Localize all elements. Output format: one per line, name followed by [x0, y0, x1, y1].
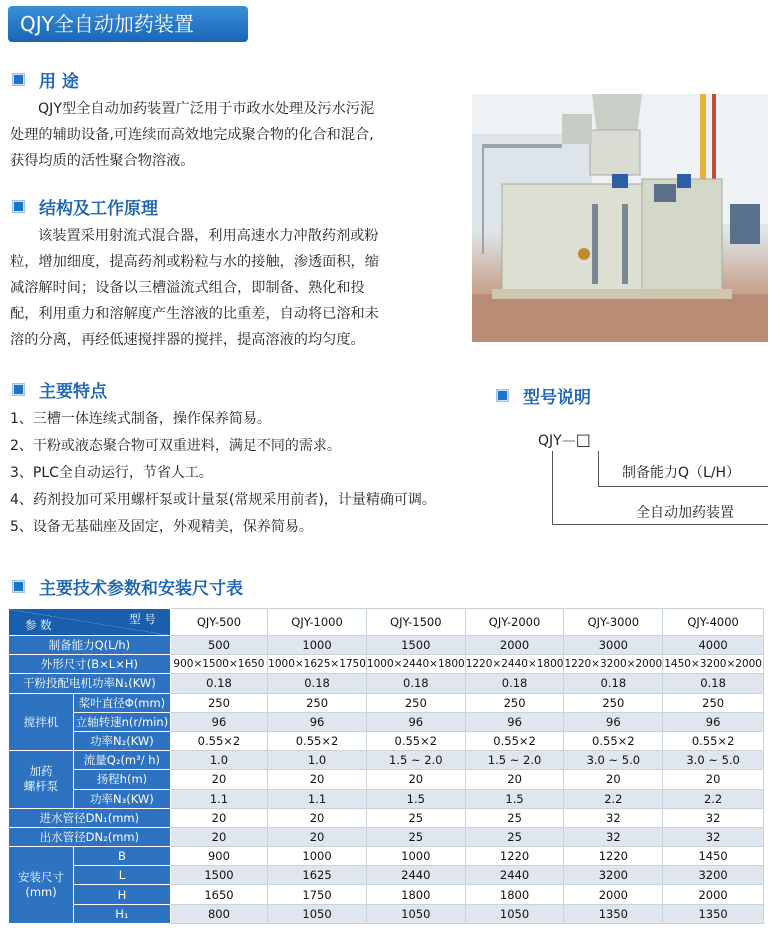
- table-cell: 1.0: [268, 751, 367, 770]
- feature-item-5: 5、设备无基础座及固定，外观精美，保养简易。: [10, 519, 313, 535]
- table-cell: 2000: [663, 885, 764, 904]
- table-row: [9, 847, 764, 866]
- column-header: QJY-500: [170, 609, 267, 636]
- table-cell: 250: [366, 693, 465, 712]
- table-cell: 3000: [564, 636, 663, 655]
- table-cell: 32: [663, 808, 764, 827]
- usage-paragraph: QJY型全自动加药装置广泛用于市政水处理及污水污泥 处理的辅助设备,可连续而高效地完成聚合物的化合和混合, 获得均质的活性聚合物溶液。: [10, 101, 375, 169]
- table-row: [9, 808, 764, 827]
- table-cell: 800: [170, 904, 267, 923]
- column-header: QJY-1000: [268, 609, 367, 636]
- table-cell: 96: [170, 712, 267, 731]
- table-cell: 0.18: [465, 674, 564, 693]
- table-cell: 1220×2440×1800: [465, 655, 564, 674]
- bullet-square-icon: [12, 200, 25, 213]
- table-cell: 1.0: [170, 751, 267, 770]
- table-cell: 1.5: [366, 789, 465, 808]
- table-cell: 20: [465, 770, 564, 789]
- table-cell: 0.18: [268, 674, 367, 693]
- table-cell: 20: [268, 808, 367, 827]
- column-header: QJY-3000: [564, 609, 663, 636]
- spec-table: [8, 608, 764, 924]
- table-cell: 32: [564, 808, 663, 827]
- table-row: [9, 636, 764, 655]
- table-cell: 3.0 ~ 5.0: [564, 751, 663, 770]
- table-cell: 1.1: [170, 789, 267, 808]
- table-cell: 1625: [268, 866, 367, 885]
- table-cell: 0.55×2: [366, 731, 465, 750]
- table-cell: 2000: [465, 636, 564, 655]
- structure-paragraph: 该装置采用射流式混合器，利用高速水力冲散药剂或粉 粒，增加细度，提高药剂或粉粒与水的接触，渗透面积，缩 减溶解时间；设备以三槽溢流式组合，即制备、熟化和投 配，利用重力和溶解度产生溶液的比重差，自动将已溶和未 溶的分离，再经低速搅拌器的搅拌，提高溶液的均匀度。: [10, 228, 379, 348]
- table-cell: 96: [268, 712, 367, 731]
- row-label: H: [74, 885, 171, 904]
- row-label: 制备能力Q(L/h): [9, 636, 171, 655]
- table-cell: 1000: [366, 847, 465, 866]
- table-header-row: [9, 609, 764, 636]
- section-table-heading: 主要技术参数和安装尺寸表: [12, 574, 243, 599]
- table-row: [9, 866, 764, 885]
- table-cell: 25: [366, 808, 465, 827]
- table-row: [9, 693, 764, 712]
- table-cell: 1050: [366, 904, 465, 923]
- table-cell: 20: [170, 808, 267, 827]
- product-photo: [472, 94, 768, 342]
- table-cell: 0.18: [366, 674, 465, 693]
- table-cell: 1050: [268, 904, 367, 923]
- table-cell: 96: [663, 712, 764, 731]
- table-cell: 1.5 ~ 2.0: [366, 751, 465, 770]
- column-header: QJY-4000: [663, 609, 764, 636]
- capacity-label: 制备能力Q（L/H）: [622, 465, 741, 481]
- table-row: [9, 827, 764, 846]
- table-cell: 0.55×2: [663, 731, 764, 750]
- column-header: QJY-2000: [465, 609, 564, 636]
- table-cell: 1350: [564, 904, 663, 923]
- table-cell: 20: [663, 770, 764, 789]
- table-cell: 20: [268, 827, 367, 846]
- row-label: H₁: [74, 904, 171, 923]
- table-cell: 2000: [564, 885, 663, 904]
- row-label: B: [74, 847, 171, 866]
- table-row: [9, 885, 764, 904]
- bullet-square-icon: [12, 383, 25, 396]
- group-label: 搅拌机: [9, 693, 74, 751]
- table-cell: 4000: [663, 636, 764, 655]
- table-cell: 2.2: [663, 789, 764, 808]
- bullet-square-icon: [12, 580, 25, 593]
- feature-item-2: 2、干粉或液态聚合物可双重进料，满足不同的需求。: [10, 438, 341, 454]
- group-label: 加药 螺杆泵: [9, 751, 74, 809]
- dosing-equipment-illustration: [472, 94, 768, 342]
- table-cell: 96: [465, 712, 564, 731]
- table-cell: 25: [366, 827, 465, 846]
- section-structure-heading: 结构及工作原理: [12, 194, 158, 219]
- table-cell: 1220: [465, 847, 564, 866]
- table-cell: 25: [465, 808, 564, 827]
- table-row: [9, 674, 764, 693]
- table-cell: 1.5 ~ 2.0: [465, 751, 564, 770]
- row-label: 出水管径DN₂(mm): [9, 827, 171, 846]
- row-label: 桨叶直径Φ(mm): [74, 693, 171, 712]
- table-cell: 0.18: [564, 674, 663, 693]
- table-cell: 96: [366, 712, 465, 731]
- table-cell: 3200: [663, 866, 764, 885]
- table-cell: 3200: [564, 866, 663, 885]
- table-cell: 1000×2440×1800: [366, 655, 465, 674]
- table-cell: 900: [170, 847, 267, 866]
- row-label: 流量Q₂(m³/ h): [74, 751, 171, 770]
- group-label: 安装尺寸 (mm): [9, 847, 74, 924]
- table-cell: 20: [170, 827, 267, 846]
- table-cell: 1450: [663, 847, 764, 866]
- table-cell: 1220: [564, 847, 663, 866]
- device-label: 全自动加药装置: [636, 505, 734, 521]
- row-label: 功率N₂(KW): [74, 731, 171, 750]
- section-usage-heading: 用 途: [12, 67, 79, 92]
- table-cell: 96: [564, 712, 663, 731]
- table-cell: 1000: [268, 636, 367, 655]
- table-cell: 0.55×2: [268, 731, 367, 750]
- table-cell: 2440: [465, 866, 564, 885]
- table-cell: 25: [465, 827, 564, 846]
- section-model-heading: 型号说明: [496, 383, 591, 408]
- corner-cell: 型 号 参 数: [9, 609, 171, 636]
- table-cell: 500: [170, 636, 267, 655]
- table-cell: 250: [564, 693, 663, 712]
- table-cell: 32: [564, 827, 663, 846]
- table-cell: 0.18: [663, 674, 764, 693]
- model-diagram-line: [552, 524, 768, 525]
- table-cell: 1350: [663, 904, 764, 923]
- table-row: [9, 770, 764, 789]
- row-label: 功率N₃(KW): [74, 789, 171, 808]
- row-label: 外形尺寸(B×L×H): [9, 655, 171, 674]
- table-cell: 250: [170, 693, 267, 712]
- feature-item-4: 4、药剂投加可采用螺杆泵或计量泵(常规采用前者)，计量精确可调。: [10, 492, 436, 508]
- table-row: [9, 789, 764, 808]
- table-cell: 2.2: [564, 789, 663, 808]
- table-cell: 1000: [268, 847, 367, 866]
- table-cell: 0.55×2: [465, 731, 564, 750]
- table-cell: 1500: [170, 866, 267, 885]
- bullet-square-icon: [496, 389, 509, 402]
- bullet-square-icon: [12, 73, 25, 86]
- section-features-heading: 主要特点: [12, 377, 107, 402]
- table-cell: 250: [663, 693, 764, 712]
- model-diagram-line: [598, 451, 599, 487]
- table-cell: 1000×1625×1750: [268, 655, 367, 674]
- table-cell: 3.0 ~ 5.0: [663, 751, 764, 770]
- model-placeholder-box: □: [575, 430, 591, 449]
- table-cell: 1050: [465, 904, 564, 923]
- table-cell: 20: [170, 770, 267, 789]
- row-label: 扬程h(m): [74, 770, 171, 789]
- table-row: [9, 655, 764, 674]
- table-cell: 32: [663, 827, 764, 846]
- table-row: [9, 751, 764, 770]
- table-cell: 1.5: [465, 789, 564, 808]
- model-diagram-line: [598, 486, 768, 487]
- model-code: QJY—□: [538, 430, 591, 449]
- model-diagram-line: [552, 451, 553, 525]
- table-cell: 1800: [465, 885, 564, 904]
- table-cell: 20: [268, 770, 367, 789]
- table-cell: 1.1: [268, 789, 367, 808]
- table-cell: 900×1500×1650: [170, 655, 267, 674]
- table-cell: 0.18: [170, 674, 267, 693]
- table-cell: 1450×3200×2000: [663, 655, 764, 674]
- row-label: 立轴转速n(r/min): [74, 712, 171, 731]
- table-cell: 1800: [366, 885, 465, 904]
- table-cell: 1220×3200×2000: [564, 655, 663, 674]
- table-cell: 0.55×2: [564, 731, 663, 750]
- table-cell: 250: [268, 693, 367, 712]
- table-row: [9, 712, 764, 731]
- row-label: L: [74, 866, 171, 885]
- table-cell: 0.55×2: [170, 731, 267, 750]
- table-cell: 20: [366, 770, 465, 789]
- column-header: QJY-1500: [366, 609, 465, 636]
- row-label: 进水管径DN₁(mm): [9, 808, 171, 827]
- table-cell: 2440: [366, 866, 465, 885]
- table-cell: 1650: [170, 885, 267, 904]
- table-cell: 20: [564, 770, 663, 789]
- table-cell: 1750: [268, 885, 367, 904]
- feature-item-3: 3、PLC全自动运行，节省人工。: [10, 465, 213, 481]
- table-cell: 250: [465, 693, 564, 712]
- table-cell: 1500: [366, 636, 465, 655]
- row-label: 干粉投配电机功率N₁(KW): [9, 674, 171, 693]
- table-row: [9, 731, 764, 750]
- table-row: [9, 904, 764, 923]
- page-title: QJY全自动加药装置: [8, 6, 248, 42]
- feature-item-1: 1、三槽一体连续式制备，操作保养简易。: [10, 411, 271, 427]
